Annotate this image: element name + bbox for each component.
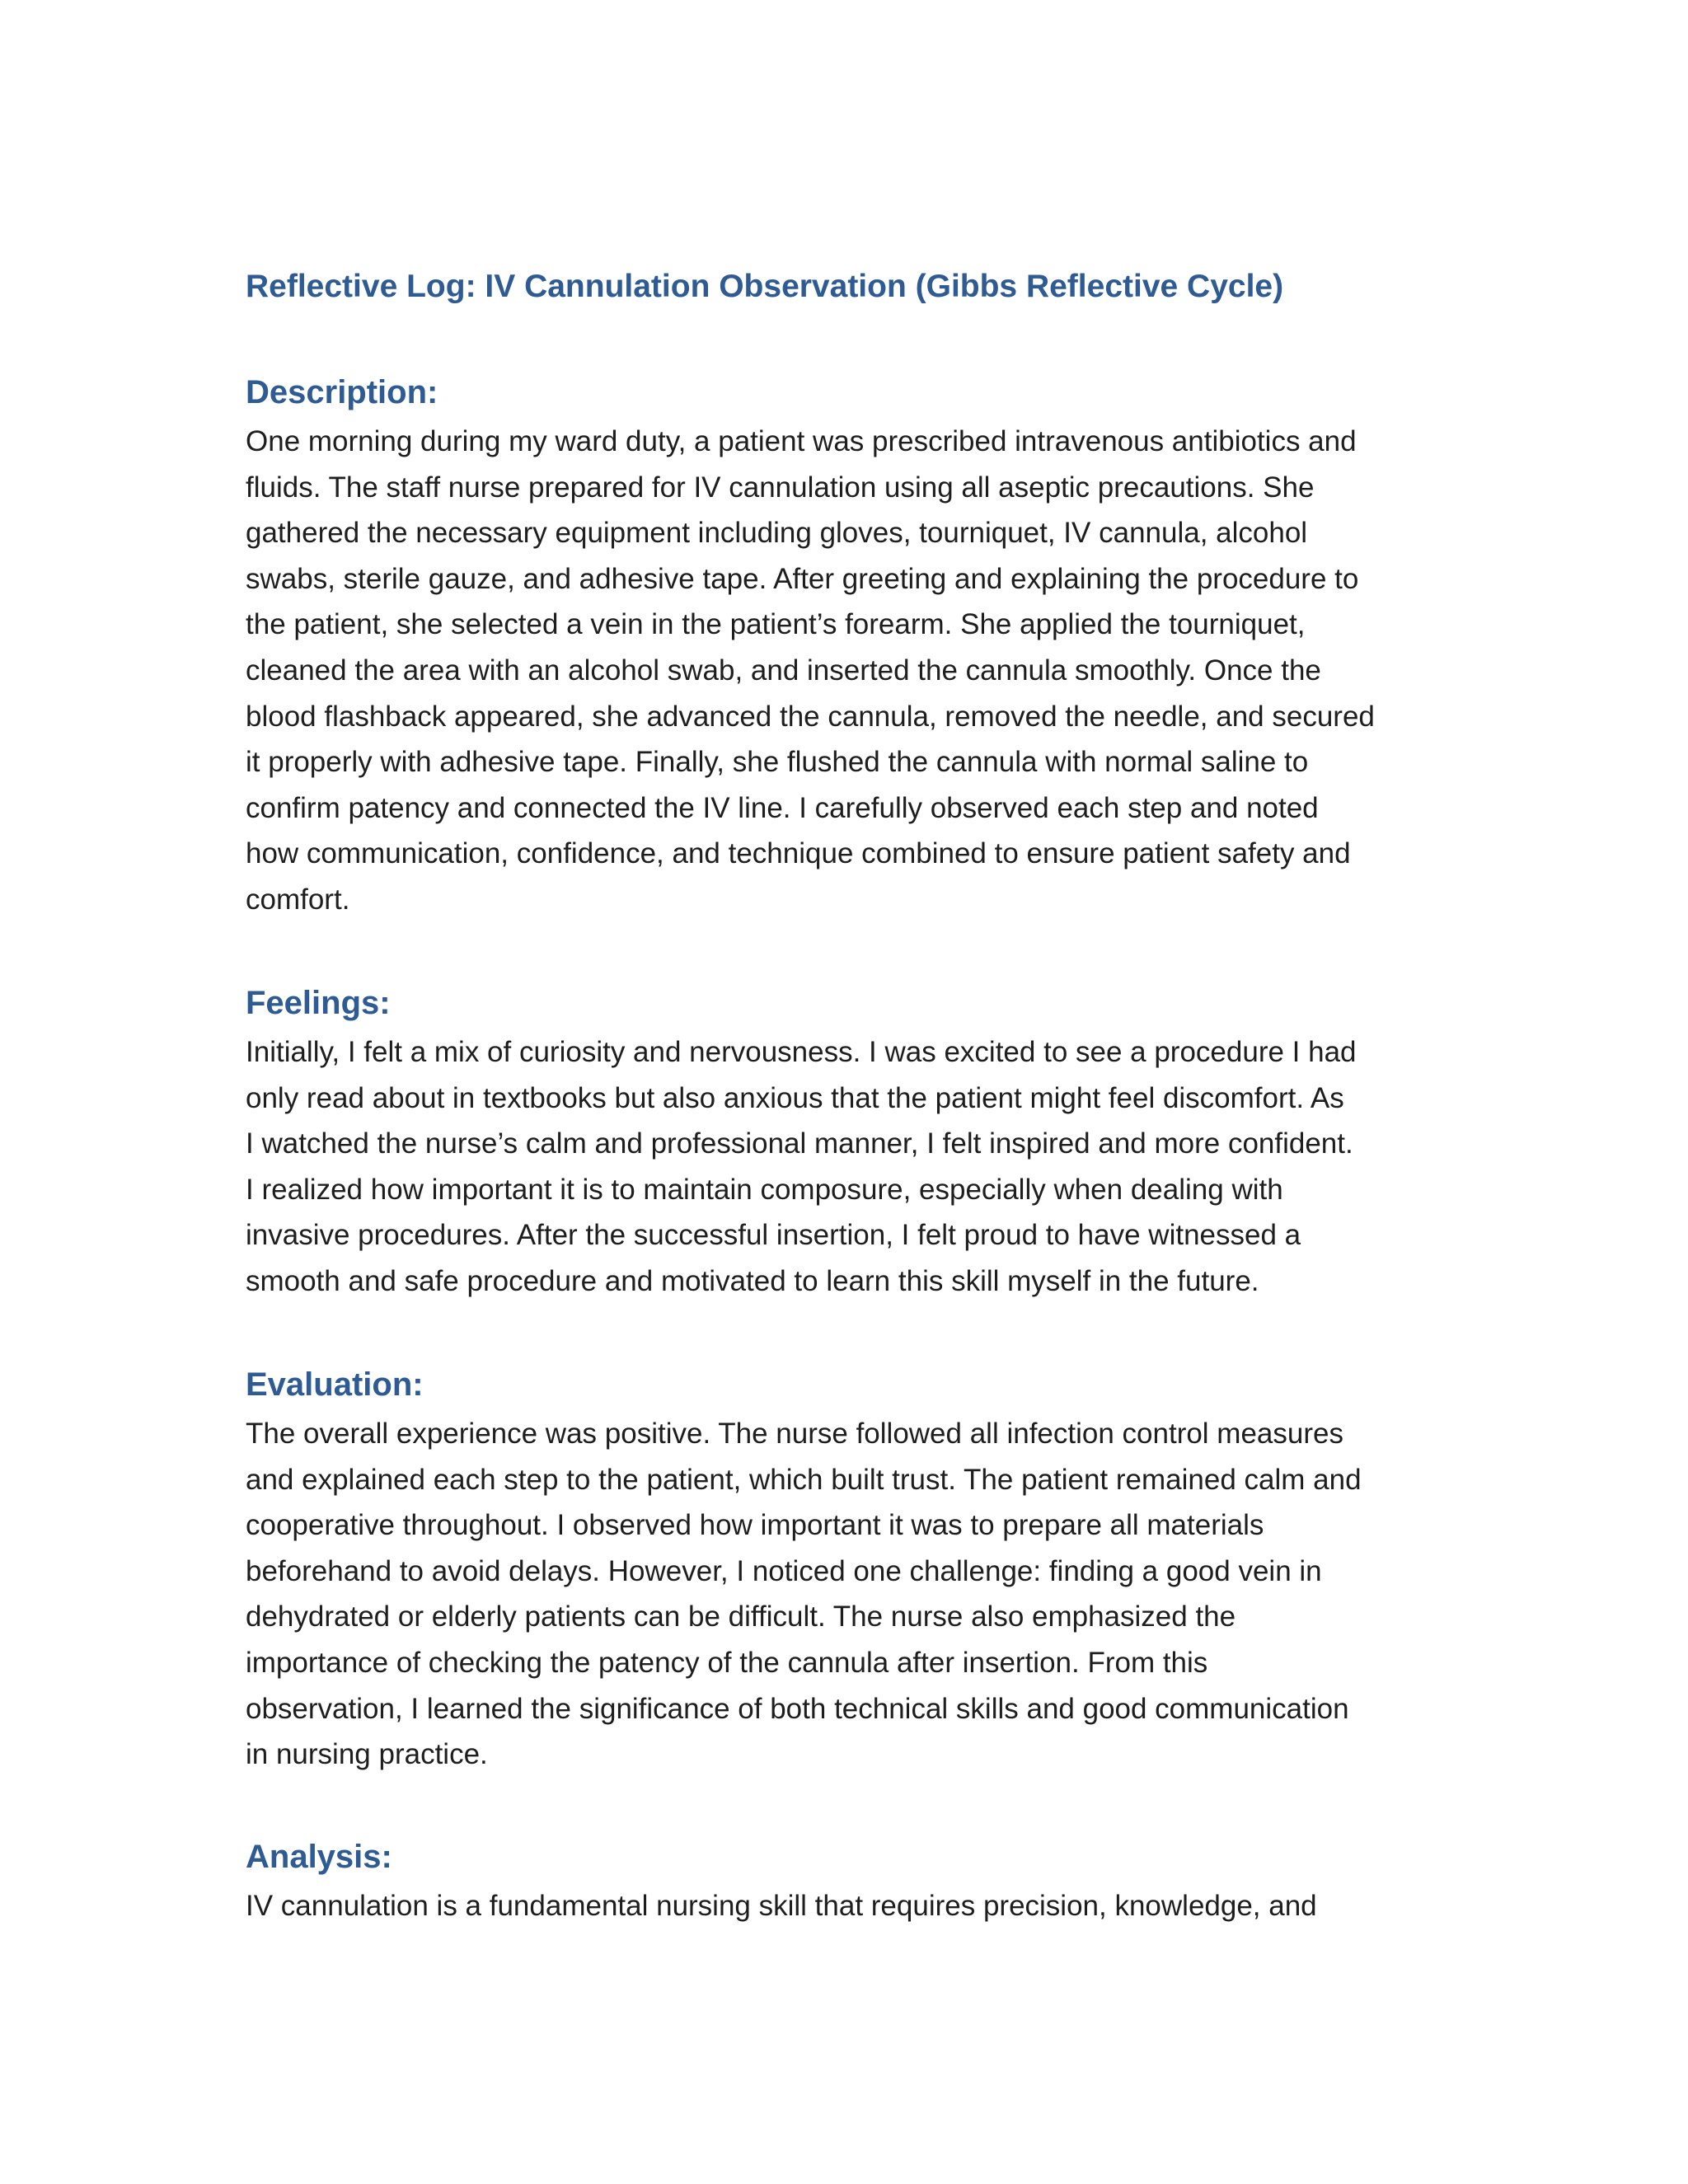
section-body-evaluation (246, 1411, 1449, 1778)
text-line: in nursing practice. (246, 1738, 488, 1771)
text-line: the patient, she selected a vein in the patient’s forearm. She applied the tourniquet, (246, 608, 1306, 641)
section-heading-evaluation: Evaluation: (246, 1366, 424, 1403)
text-line: how communication, confidence, and technique combined to ensure patient safety and (246, 837, 1351, 870)
text-line: and explained each step to the patient, which built trust. The patient remained calm and (246, 1463, 1362, 1496)
text-line: I watched the nurse’s calm and professional manner, I felt inspired and more confident. (246, 1127, 1353, 1160)
section-body-feelings (246, 1029, 1449, 1305)
text-line: it properly with adhesive tape. Finally, she flushed the cannula with normal saline to (246, 746, 1309, 779)
text-line: smooth and safe procedure and motivated to learn this skill myself in the future. (246, 1264, 1259, 1297)
text-line: Initially, I felt a mix of curiosity and nervousness. I was excited to see a procedure I had (246, 1036, 1357, 1068)
text-line: gathered the necessary equipment including gloves, tourniquet, IV cannula, alcohol (246, 517, 1308, 550)
section-heading-feelings: Feelings: (246, 985, 391, 1021)
document-title: Reflective Log: IV Cannulation Observation (Gibbs Reflective Cycle) (246, 269, 1284, 304)
text-line: IV cannulation is a fundamental nursing skill that requires precision, knowledge, and (246, 1890, 1317, 1922)
section-heading-analysis: Analysis: (246, 1839, 392, 1875)
section-body-analysis (246, 1883, 1449, 1929)
text-line: cleaned the area with an alcohol swab, and inserted the cannula smoothly. Once the (246, 654, 1321, 687)
text-line: only read about in textbooks but also anxious that the patient might feel discomfort. As (246, 1081, 1344, 1114)
text-line: confirm patency and connected the IV line. I carefully observed each step and noted (246, 791, 1319, 824)
text-line: swabs, sterile gauze, and adhesive tape. After greeting and explaining the procedure to (246, 562, 1359, 595)
section-heading-description: Description: (246, 374, 438, 410)
text-line: I realized how important it is to maintain composure, especially when dealing with (246, 1173, 1283, 1206)
section-body-description (246, 419, 1449, 923)
text-line: invasive procedures. After the successful insertion, I felt proud to have witnessed a (246, 1219, 1301, 1252)
text-line: blood flashback appeared, she advanced the cannula, removed the needle, and secured (246, 700, 1375, 733)
text-line: cooperative throughout. I observed how important it was to prepare all materials (246, 1509, 1264, 1542)
text-line: beforehand to avoid delays. However, I noticed one challenge: finding a good vein in (246, 1554, 1322, 1587)
text-line: importance of checking the patency of the cannula after insertion. From this (246, 1646, 1208, 1679)
text-line: dehydrated or elderly patients can be difficult. The nurse also emphasized the (246, 1601, 1236, 1633)
text-line: The overall experience was positive. The nurse followed all infection control measures (246, 1418, 1343, 1450)
text-line: One morning during my ward duty, a patient was prescribed intravenous antibiotics and (246, 425, 1357, 457)
text-line: fluids. The staff nurse prepared for IV cannulation using all aseptic precautions. She (246, 471, 1315, 504)
text-line: comfort. (246, 883, 350, 916)
text-line: observation, I learned the significance of both technical skills and good communication (246, 1692, 1349, 1725)
